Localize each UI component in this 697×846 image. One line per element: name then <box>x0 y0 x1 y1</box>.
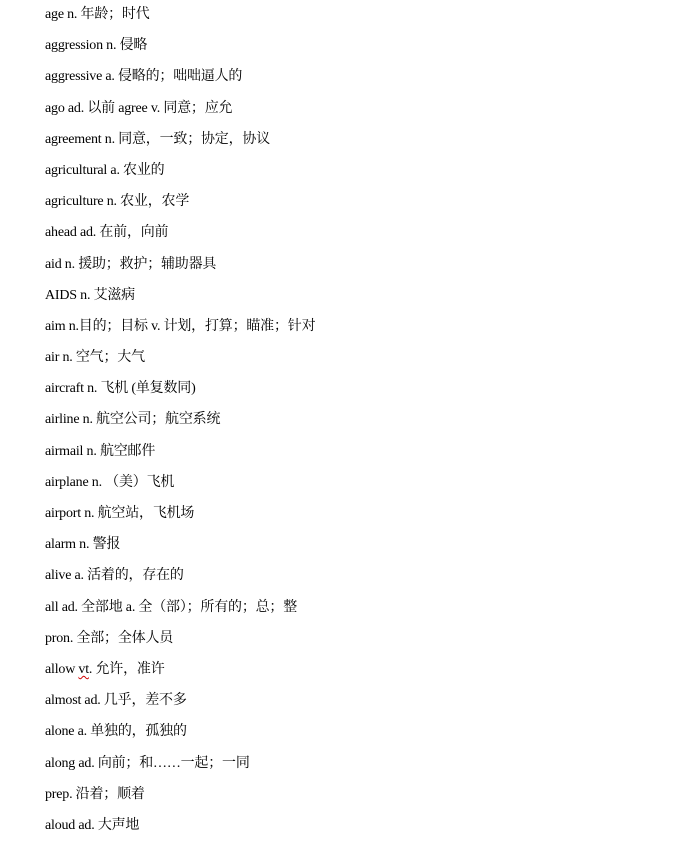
vocab-entry <box>45 597 315 628</box>
vocab-entry <box>45 659 315 690</box>
entry-text: airplane n. （美）飞机 <box>45 474 175 490</box>
entry-text: aggression n. 侵略 <box>45 38 148 54</box>
entry-text: prep. 沿着；顺着 <box>45 786 145 802</box>
vocab-entry <box>45 191 315 222</box>
entry-text: age n. 年龄；时代 <box>45 7 150 22</box>
entry-text-end: . 允许，准许 <box>88 661 165 677</box>
entry-text-start: allow <box>45 661 79 677</box>
vocab-entry <box>45 534 315 565</box>
vocab-entry <box>45 441 315 472</box>
vocab-entry <box>45 472 315 503</box>
vocab-entry <box>45 347 315 378</box>
vocab-entry <box>45 815 315 846</box>
vocab-entry <box>45 35 315 66</box>
entry-text: aggressive a. 侵略的；咄咄逼人的 <box>45 69 243 85</box>
entry-text: ahead ad. 在前，向前 <box>45 225 169 241</box>
vocab-entry <box>45 721 315 752</box>
vocab-entry <box>45 98 315 129</box>
vocab-entry <box>45 628 315 659</box>
entry-text: AIDS n. 艾滋病 <box>45 287 135 303</box>
vocab-entry <box>45 4 315 35</box>
entry-text: aloud ad. 大声地 <box>45 817 140 833</box>
entry-text: along ad. 向前；和……一起；一同 <box>45 755 250 771</box>
vocab-entry <box>45 222 315 253</box>
vocab-entry <box>45 66 315 97</box>
entry-text: alarm n. 警报 <box>45 537 121 553</box>
entry-text: airmail n. 航空邮件 <box>45 443 156 459</box>
vocab-entry <box>45 565 315 596</box>
entry-text: agriculture n. 农业，农学 <box>45 194 190 210</box>
vocab-entry <box>45 690 315 721</box>
entry-text: ago ad. 以前 agree v. 同意；应允 <box>45 100 233 116</box>
entry-text: air n. 空气；大气 <box>45 350 145 366</box>
entry-text: airport n. 航空站，飞机场 <box>45 506 195 521</box>
entry-text: aim n.目的；目标 v. 计划，打算；瞄准；针对 <box>45 318 316 334</box>
vocab-entry <box>45 129 315 160</box>
entry-text: pron. 全部；全体人员 <box>45 630 174 646</box>
vocab-entry <box>45 378 315 409</box>
entry-text: all ad. 全部地 a. 全（部）；所有的；总；整 <box>45 599 298 615</box>
entry-text: airline n. 航空公司；航空系统 <box>45 412 221 428</box>
vocabulary-list <box>45 4 315 846</box>
spellcheck-flagged-word: vt <box>78 661 89 677</box>
vocab-entry <box>45 409 315 440</box>
vocab-entry <box>45 784 315 815</box>
vocab-entry <box>45 285 315 316</box>
entry-text: almost ad. 几乎，差不多 <box>45 693 187 709</box>
entry-text: aid n. 援助；救护；辅助器具 <box>45 256 217 272</box>
vocab-entry <box>45 254 315 285</box>
entry-text: alive a. 活着的，存在的 <box>45 568 184 584</box>
entry-text: agricultural a. 农业的 <box>45 162 165 178</box>
entry-text: agreement n. 同意，一致；协定，协议 <box>45 131 270 147</box>
vocab-entry <box>45 316 315 347</box>
vocab-entry <box>45 503 315 534</box>
entry-text: alone a. 单独的，孤独的 <box>45 724 187 740</box>
vocab-entry <box>45 160 315 191</box>
entry-text: aircraft n. 飞机 (单复数同) <box>45 381 196 397</box>
vocab-entry <box>45 753 315 784</box>
